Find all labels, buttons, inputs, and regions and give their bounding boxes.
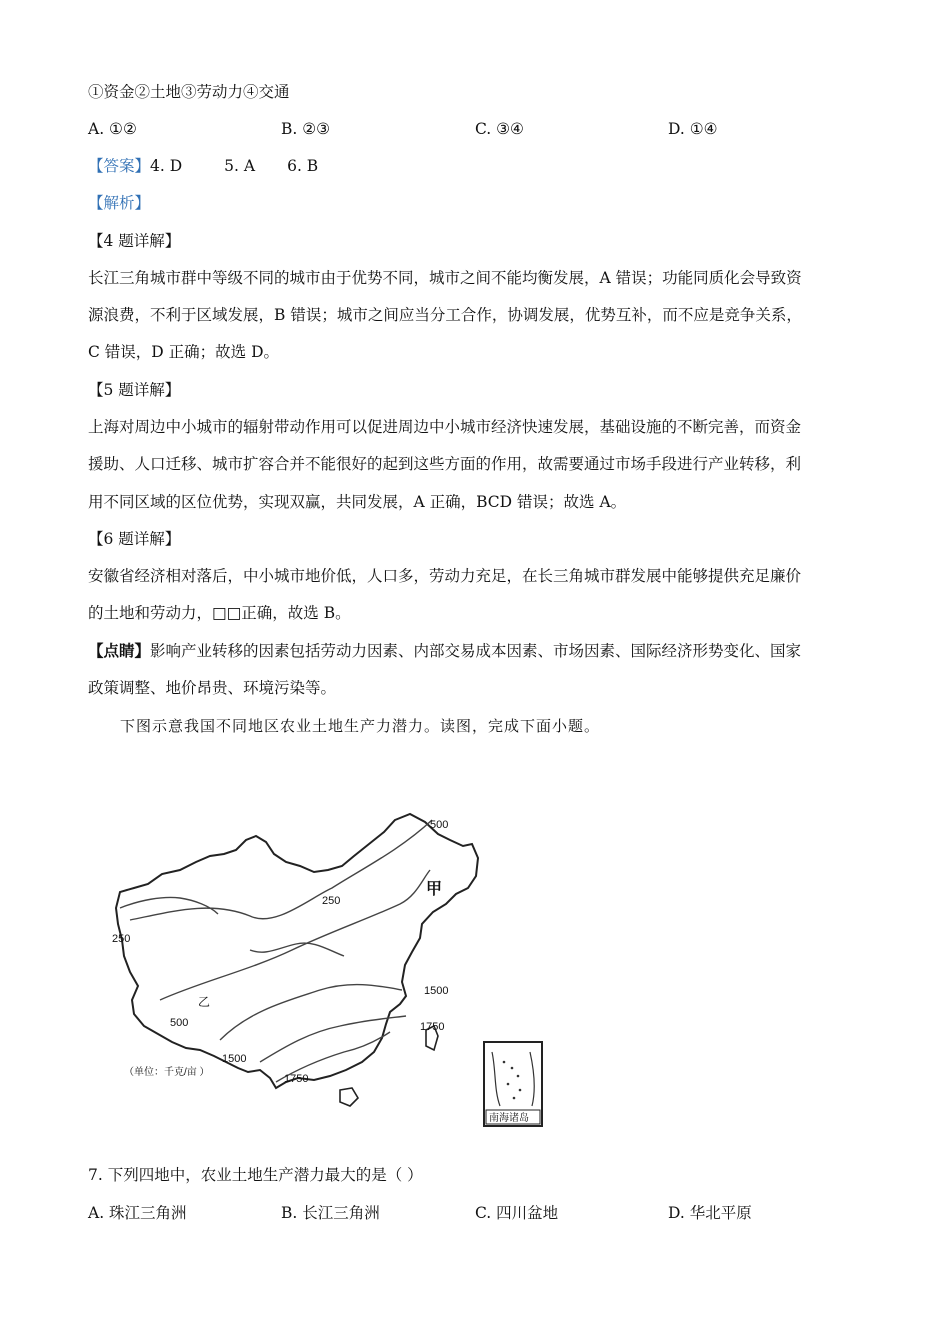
contour-label: 250 — [322, 895, 341, 907]
contour-lines — [120, 820, 432, 1082]
q6-text: 安徽省经济相对落后，中小城市地价低，人口多，劳动力充足，在长三角城市群发展中能够提供充足廉价 — [88, 567, 802, 585]
option-c: C. ③④ — [475, 120, 524, 138]
q4-text: 长江三角城市群中等级不同的城市由于优势不同，城市之间不能均衡发展，A 错误；功能同质化会导致资 — [88, 269, 802, 287]
option-a: A. ①② — [88, 120, 137, 138]
q4-text: 源浪费，不利于区域发展，B 错误；城市之间应当分工合作，协调发展，优势互补，而不应是竞争关系， — [88, 306, 802, 324]
q7-option-c: C. 四川盆地 — [475, 1204, 559, 1222]
option-d: D. ①④ — [668, 120, 718, 138]
analysis-tag: 【解析】 — [88, 194, 151, 212]
map-intro: 下图示意我国不同地区农业土地生产力潜力。读图，完成下面小题。 — [120, 717, 601, 735]
q4-heading: 【4 题详解】 — [88, 232, 181, 250]
q6-text: 的土地和劳动力，□□正确，故选 B。 — [88, 604, 351, 622]
inset-label: 南海诸岛 — [489, 1113, 529, 1124]
q4-text: C 错误，D 正确；故选 D。 — [88, 343, 279, 361]
tip-line — [88, 641, 801, 661]
answer-item: 6. B — [287, 157, 319, 175]
tip-tag: 【点睛】 — [88, 641, 151, 660]
place-label-jia: 甲 — [426, 881, 443, 898]
contour-label: 1500 — [222, 1053, 247, 1065]
contour-label: 250 — [112, 933, 131, 945]
place-label-yi: 乙 — [198, 995, 211, 1009]
q5-text: 用不同区域的区位优势，实现双赢，共同发展，A 正确，BCD 错误；故选 A。 — [88, 493, 627, 511]
q7-stem: 7. 下列四地中，农业土地生产潜力最大的是（ ） — [88, 1166, 423, 1184]
choice-list: ①资金②土地③劳动力④交通 — [88, 83, 290, 101]
contour-label: 1500 — [424, 985, 449, 997]
contour-label: 1750 — [420, 1021, 445, 1033]
q5-heading: 【5 题详解】 — [88, 381, 181, 399]
contour-label: 500 — [170, 1017, 189, 1029]
answer-line — [88, 156, 318, 176]
q6-heading: 【6 题详解】 — [88, 530, 181, 548]
contour-label: 1750 — [284, 1073, 309, 1085]
unit-label: （单位：千克/亩 ） — [124, 1067, 210, 1078]
answer-item: 4. D — [150, 157, 183, 175]
q5-text: 援助、人口迁移、城市扩容合并不能很好的起到这些方面的作用，故需要通过市场手段进行产业转移，利 — [88, 455, 802, 473]
answer-tag: 【答案】 — [88, 157, 151, 175]
option-b: B. ②③ — [281, 120, 331, 138]
tip-text: 政策调整、地价昂贵、环境污染等。 — [88, 679, 337, 697]
q5-text: 上海对周边中小城市的辐射带动作用可以促进周边中小城市经济快速发展，基础设施的不断完善，而资金 — [88, 418, 802, 436]
q7-option-b: B. 长江三角洲 — [281, 1204, 380, 1222]
china-productivity-map — [100, 800, 560, 1140]
answer-item: 5. A — [224, 157, 256, 175]
china-outline — [116, 814, 478, 1106]
q7-option-a: A. 珠江三角洲 — [88, 1204, 187, 1222]
tip-text: 影响产业转移的因素包括劳动力因素、内部交易成本因素、市场因素、国际经济形势变化、国家 — [150, 642, 802, 660]
q7-option-d: D. 华北平原 — [668, 1204, 752, 1222]
contour-label: 500 — [430, 819, 449, 831]
south-sea-inset — [484, 1042, 542, 1126]
